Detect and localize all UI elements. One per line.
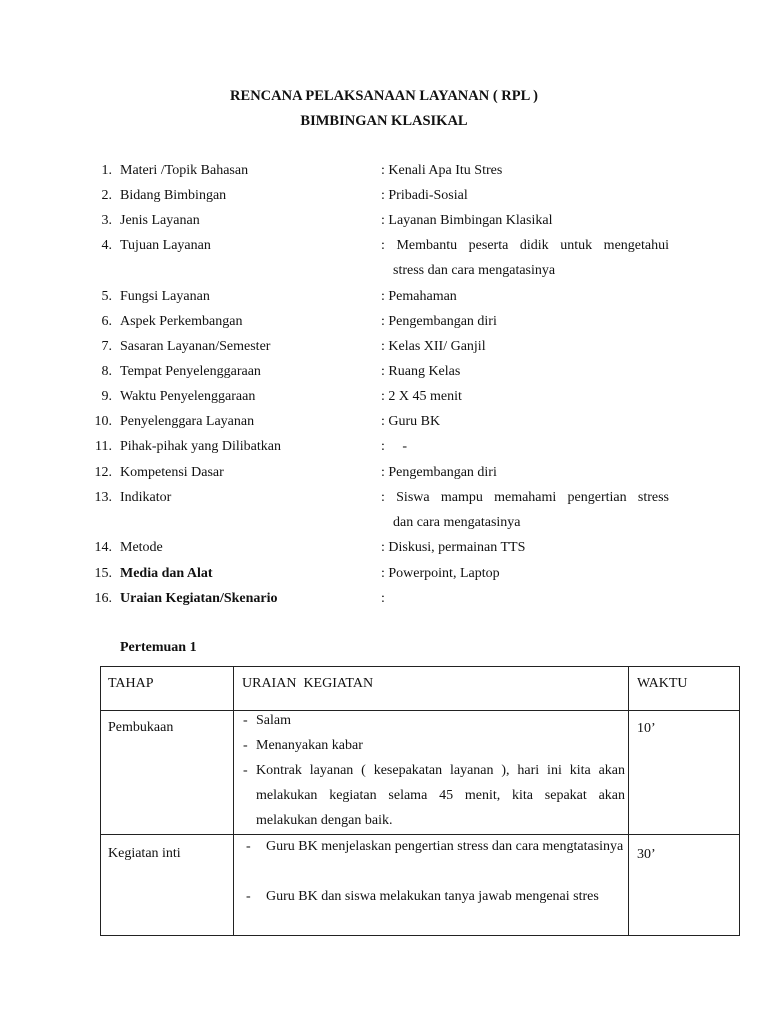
item-label: Media dan Alat <box>120 566 213 581</box>
table-cell-time: 30’ <box>637 847 656 862</box>
dash-bullet-icon: - <box>243 763 248 778</box>
item-label: Waktu Penyelenggaraan <box>120 389 256 404</box>
item-number: 12. <box>94 465 112 480</box>
item-label: Materi /Topik Bahasan <box>120 163 249 178</box>
item-value: : Pribadi-Sosial <box>381 188 468 203</box>
item-label: Kompetensi Dasar <box>120 465 224 480</box>
item-value: : Guru BK <box>381 414 441 429</box>
item-label: Jenis Layanan <box>120 213 200 228</box>
activity-text: Salam <box>256 713 291 728</box>
list-item <box>0 287 768 307</box>
document-title: RENCANA PELAKSANAAN LAYANAN ( RPL ) <box>230 88 538 104</box>
activity-text: Menanyakan kabar <box>256 738 363 753</box>
table-header-time: WAKTU <box>637 676 688 691</box>
list-item <box>0 362 768 382</box>
list-item <box>0 437 768 457</box>
list-item <box>0 538 768 558</box>
activity-item <box>243 733 625 758</box>
item-value: : - <box>381 439 408 454</box>
item-label: Fungsi Layanan <box>120 289 210 304</box>
list-item <box>0 337 768 357</box>
dash-bullet-icon: - <box>243 713 248 728</box>
list-item <box>0 463 768 483</box>
table-divider <box>628 667 629 935</box>
activity-text: Guru BK menjelaskan pengertian stress dan cara mengtatasinya <box>266 839 624 854</box>
list-item <box>0 161 768 181</box>
item-number: 7. <box>101 339 112 354</box>
item-label: Aspek Perkembangan <box>120 314 243 329</box>
table-header-activity: URAIAN KEGIATAN <box>242 676 374 691</box>
item-number: 9. <box>101 389 112 404</box>
meeting-title: Pertemuan 1 <box>120 640 197 655</box>
item-number: 16. <box>94 591 112 606</box>
item-value: : Kelas XII/ Ganjil <box>381 339 486 354</box>
item-value: : Membantu peserta didik untuk mengetahui <box>381 238 669 253</box>
item-value: : Layanan Bimbingan Klasikal <box>381 213 553 228</box>
item-label: Uraian Kegiatan/Skenario <box>120 591 278 606</box>
item-value: : Pemahaman <box>381 289 457 304</box>
item-label: Penyelenggara Layanan <box>120 414 255 429</box>
table-cell-stage: Pembukaan <box>108 720 174 735</box>
item-number: 3. <box>101 213 112 228</box>
item-number: 14. <box>94 540 112 555</box>
item-label: Bidang Bimbingan <box>120 188 227 203</box>
item-label: Metode <box>120 540 163 555</box>
item-value: : Powerpoint, Laptop <box>381 566 500 581</box>
activity-text: Kontrak layanan ( kesepakatan layanan ), hari ini kita akan melakukan kegiatan selama 45 menit, kita sepakat akan melakukan dengan baik. <box>256 763 625 828</box>
item-number: 1. <box>101 163 112 178</box>
item-number: 5. <box>101 289 112 304</box>
activity-text: Guru BK dan siswa melakukan tanya jawab mengenai stres <box>266 889 599 904</box>
item-value-continuation: stress dan cara mengatasinya <box>393 263 556 278</box>
item-value: : <box>381 591 385 606</box>
item-label: Tujuan Layanan <box>120 238 211 253</box>
item-label: Pihak-pihak yang Dilibatkan <box>120 439 281 454</box>
table-divider <box>233 667 234 935</box>
activity-item <box>243 884 625 934</box>
item-label: Indikator <box>120 490 172 505</box>
list-item <box>0 564 768 584</box>
activity-table <box>100 666 740 936</box>
item-value: : 2 X 45 menit <box>381 389 462 404</box>
item-number: 10. <box>94 414 112 429</box>
item-number: 6. <box>101 314 112 329</box>
item-value: : Siswa mampu memahami pengertian stress <box>381 490 669 505</box>
activity-item <box>243 834 625 884</box>
item-number: 2. <box>101 188 112 203</box>
table-cell-time: 10’ <box>637 721 656 736</box>
list-item <box>0 236 768 256</box>
dash-bullet-icon: - <box>246 889 251 904</box>
list-item <box>0 312 768 332</box>
list-item <box>0 589 768 609</box>
dash-bullet-icon: - <box>243 738 248 753</box>
activity-item <box>243 758 625 833</box>
item-number: 13. <box>94 490 112 505</box>
item-number: 11. <box>95 439 112 454</box>
item-value: : Ruang Kelas <box>381 364 461 379</box>
item-value-continuation: dan cara mengatasinya <box>393 515 521 530</box>
list-item <box>0 186 768 206</box>
list-item <box>0 412 768 432</box>
item-value: : Pengembangan diri <box>381 314 497 329</box>
list-item <box>0 488 768 508</box>
table-cell-stage: Kegiatan inti <box>108 846 181 861</box>
item-number: 8. <box>101 364 112 379</box>
item-value: : Kenali Apa Itu Stres <box>381 163 503 178</box>
dash-bullet-icon: - <box>246 839 251 854</box>
document-subtitle: BIMBINGAN KLASIKAL <box>300 113 468 129</box>
table-header-stage: TAHAP <box>108 676 154 691</box>
list-item <box>0 387 768 407</box>
item-value: : Diskusi, permainan TTS <box>381 540 526 555</box>
item-label: Tempat Penyelenggaraan <box>120 364 261 379</box>
item-number: 15. <box>94 566 112 581</box>
item-number: 4. <box>101 238 112 253</box>
list-item <box>0 211 768 231</box>
item-value: : Pengembangan diri <box>381 465 497 480</box>
activity-item <box>243 708 625 733</box>
item-label: Sasaran Layanan/Semester <box>120 339 271 354</box>
